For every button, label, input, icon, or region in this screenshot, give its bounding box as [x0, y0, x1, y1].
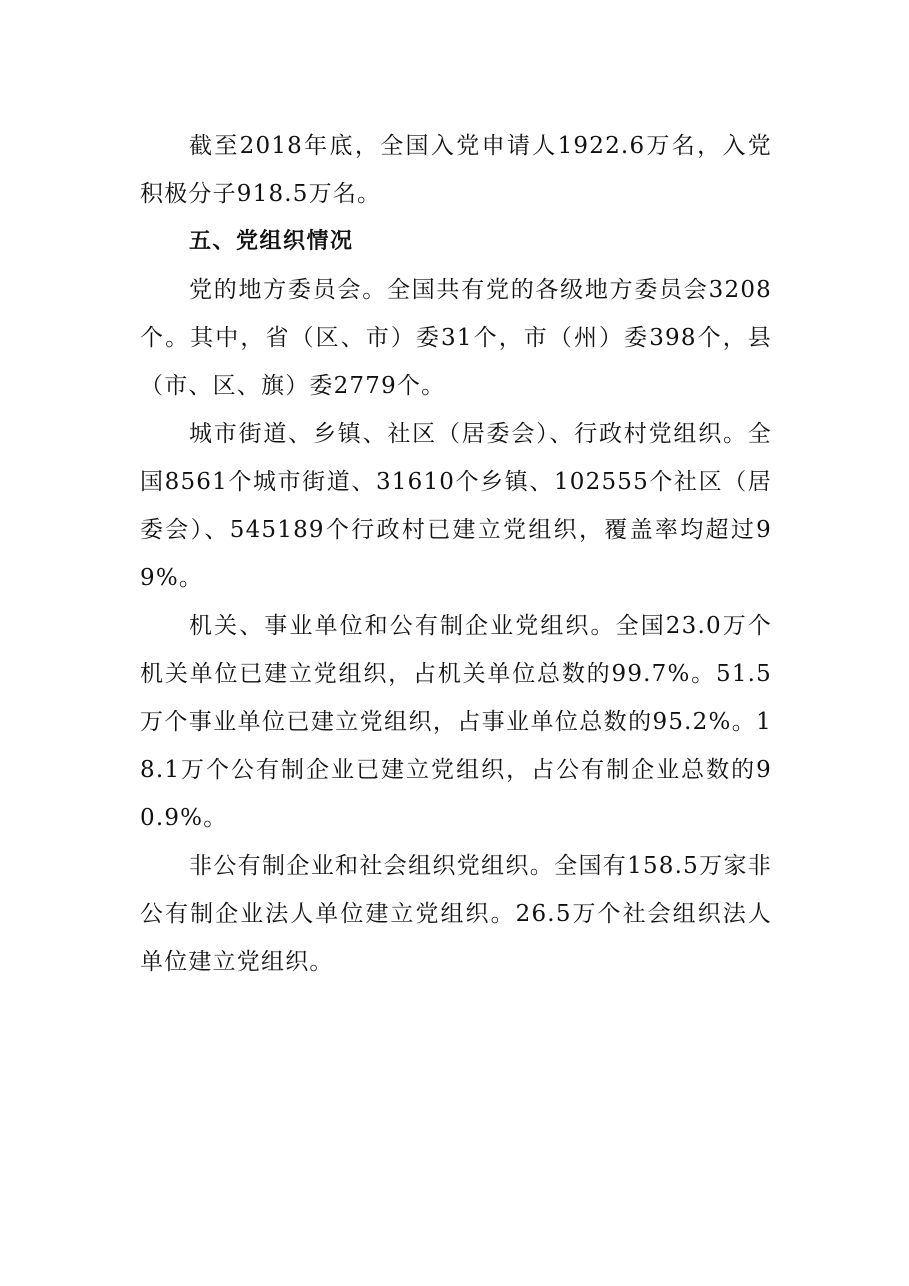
document-body [140, 122, 772, 986]
paragraph-grassroots: 城市街道、乡镇、社区（居委会）、行政村党组织。全国8561个城市街道、31610个乡镇、102555个社区（居委会）、545189个行政村已建立党组织，覆盖率均超过99%。 [140, 421, 772, 591]
paragraph-public-institutions: 机关、事业单位和公有制企业党组织。全国23.0万个机关单位已建立党组织，占机关单位总数的99.7%。51.5万个事业单位已建立党组织，占事业单位总数的95.2%。18.1万个公有制企业已建立党组织，占公有制企业总数的90.9%。 [140, 613, 772, 831]
paragraph-applicants: 截至2018年底，全国入党申请人1922.6万名，入党积极分子918.5万名。 [140, 133, 772, 207]
paragraph-local-committees: 党的地方委员会。全国共有党的各级地方委员会3208个。其中，省（区、市）委31个，市（州）委398个，县（市、区、旗）委2779个。 [140, 277, 772, 399]
section-heading: 五、党组织情况 [189, 229, 354, 254]
paragraph-non-public: 非公有制企业和社会组织党组织。全国有158.5万家非公有制企业法人单位建立党组织。26.5万个社会组织法人单位建立党组织。 [140, 853, 772, 975]
